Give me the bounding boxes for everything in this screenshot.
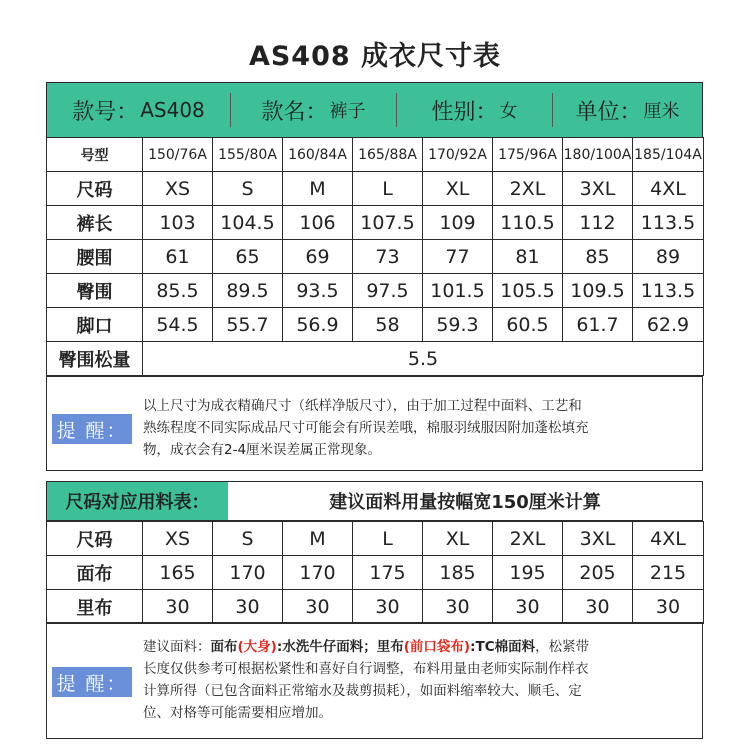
- table-cell: 170: [213, 556, 283, 590]
- unit-label: 单位：: [575, 99, 642, 125]
- gender: [397, 83, 552, 137]
- tip1-line3: 物，成衣会有2-4厘米误差属正常现象。: [143, 442, 382, 458]
- tip1-line2: 熟练程度不同实际成品尺寸可能会有所误差哦，棉服羽绒服因附加蓬松填充: [143, 420, 589, 436]
- fabric-table: [46, 521, 704, 624]
- table-cell: L: [353, 522, 423, 556]
- table-cell: 155/80A: [213, 138, 283, 172]
- table-cell: 30: [283, 590, 353, 624]
- table-cell: 89: [633, 240, 704, 274]
- table-cell: 89.5: [213, 274, 283, 308]
- table-cell: 106: [283, 206, 353, 240]
- ease-value: 5.5: [143, 342, 704, 376]
- table-cell: S: [213, 522, 283, 556]
- tip2-seg: ，松紧带: [535, 639, 590, 655]
- name-label: 款名：: [261, 99, 328, 125]
- table-cell: 85: [563, 240, 633, 274]
- table-cell: 113.5: [633, 274, 704, 308]
- table-cell: 101.5: [423, 274, 493, 308]
- table-cell: 185: [423, 556, 493, 590]
- table-cell: 30: [213, 590, 283, 624]
- table-cell: 195: [493, 556, 563, 590]
- table-cell: 69: [283, 240, 353, 274]
- table-cell: 4XL: [633, 522, 704, 556]
- table-cell: 2XL: [493, 172, 563, 206]
- unit: [553, 83, 702, 137]
- table-cell: 30: [423, 590, 493, 624]
- tip2-line3: 计算所得（已包含面料正常缩水及裁剪损耗），如面料缩率较大、顺毛、定: [143, 683, 582, 699]
- table-row: [47, 308, 704, 342]
- table-row: [47, 206, 704, 240]
- table-cell: XS: [143, 522, 213, 556]
- table-cell: 109: [423, 206, 493, 240]
- info-bar: [46, 82, 703, 138]
- table-cell: 104.5: [213, 206, 283, 240]
- row-label: 臀围: [47, 274, 143, 308]
- table-cell: 215: [633, 556, 704, 590]
- table-cell: 61: [143, 240, 213, 274]
- table-cell: 59.3: [423, 308, 493, 342]
- table-cell: 97.5: [353, 274, 423, 308]
- table-cell: S: [213, 172, 283, 206]
- style-value: AS408: [140, 98, 205, 122]
- row-label: 腰围: [47, 240, 143, 274]
- table-cell: 93.5: [283, 274, 353, 308]
- table-cell: L: [353, 172, 423, 206]
- tip2-seg: (前口袋布): [403, 639, 471, 655]
- table-row: [47, 590, 704, 624]
- table-cell: 30: [563, 590, 633, 624]
- table-cell: 205: [563, 556, 633, 590]
- table-cell: 105.5: [493, 274, 563, 308]
- table-cell: 3XL: [563, 522, 633, 556]
- table-cell: M: [283, 172, 353, 206]
- table-row: [47, 522, 704, 556]
- table-cell: 175/96A: [493, 138, 563, 172]
- table-row: [47, 556, 704, 590]
- table-cell: 30: [143, 590, 213, 624]
- table-cell: 107.5: [353, 206, 423, 240]
- tip2-line2: 长度仅供参考可根据松紧性和喜好自行调整，布料用量由老师实际制作样衣: [143, 661, 589, 677]
- ease-label: 臀围松量: [47, 342, 143, 376]
- tip1-label: 提 醒：: [52, 414, 132, 444]
- page-title: AS408 成衣尺寸表: [248, 41, 502, 72]
- table-cell: 30: [633, 590, 704, 624]
- table-row: [47, 172, 704, 206]
- tip1-line1: 以上尺寸为成衣精确尺寸（纸样净版尺寸），由于加工过程中面料、工艺和: [143, 398, 582, 414]
- table-cell: 85.5: [143, 274, 213, 308]
- tip2-label: 提 醒：: [52, 667, 132, 697]
- style-no: [47, 83, 230, 137]
- table-cell: 112: [563, 206, 633, 240]
- table-cell: 165/88A: [353, 138, 423, 172]
- table-cell: 62.9: [633, 308, 704, 342]
- row-label: 面布: [47, 556, 143, 590]
- size-table: [46, 137, 704, 376]
- table-cell: XL: [423, 522, 493, 556]
- style-label: 款号：: [72, 99, 139, 125]
- table-cell: 77: [423, 240, 493, 274]
- table-cell: 180/100A: [563, 138, 633, 172]
- gender-value: 女: [499, 101, 518, 122]
- tip2-seg: 面布: [210, 639, 238, 655]
- table-cell: 170/92A: [423, 138, 493, 172]
- tip2-seg: :TC棉面料: [470, 639, 536, 655]
- table-cell: 2XL: [493, 522, 563, 556]
- table-cell: 170: [283, 556, 353, 590]
- fabric-title: 尺码对应用料表：: [47, 482, 228, 520]
- row-label: 脚口: [47, 308, 143, 342]
- tip1-text: [143, 395, 589, 461]
- table-cell: 55.7: [213, 308, 283, 342]
- row-label: 尺码: [47, 522, 143, 556]
- table-cell: 103: [143, 206, 213, 240]
- table-cell: 30: [353, 590, 423, 624]
- table-cell: XS: [143, 172, 213, 206]
- tip2-text: [143, 636, 589, 724]
- tip2-seg: :水洗牛仔面料；里布: [276, 639, 404, 655]
- table-cell: M: [283, 522, 353, 556]
- name-value: 裤子: [329, 101, 366, 122]
- tip2-line1: [143, 636, 589, 658]
- table-cell: 110.5: [493, 206, 563, 240]
- row-label: 里布: [47, 590, 143, 624]
- style-name: [231, 83, 396, 137]
- table-cell: 4XL: [633, 172, 704, 206]
- table-cell: 65: [213, 240, 283, 274]
- fabric-header: [46, 481, 703, 521]
- table-cell: 165: [143, 556, 213, 590]
- table-cell: 109.5: [563, 274, 633, 308]
- tip2-seg: 建议面料：: [143, 639, 211, 655]
- table-cell: 54.5: [143, 308, 213, 342]
- table-cell: 113.5: [633, 206, 704, 240]
- table-cell: 56.9: [283, 308, 353, 342]
- table-cell: 61.7: [563, 308, 633, 342]
- table-cell: XL: [423, 172, 493, 206]
- table-row: [47, 274, 704, 308]
- table-cell: 58: [353, 308, 423, 342]
- tip2-seg: (大身): [237, 639, 277, 655]
- row-label: 号型: [47, 138, 143, 172]
- table-cell: 185/104A: [633, 138, 704, 172]
- table-cell: 30: [493, 590, 563, 624]
- table-cell: 60.5: [493, 308, 563, 342]
- table-cell: 3XL: [563, 172, 633, 206]
- row-label: 尺码: [47, 172, 143, 206]
- table-cell: 150/76A: [143, 138, 213, 172]
- tip2-line4: 位、对格等可能需要相应增加。: [143, 705, 332, 721]
- table-row: [47, 138, 704, 172]
- gender-label: 性别：: [431, 99, 498, 125]
- table-cell: 81: [493, 240, 563, 274]
- table-cell: 175: [353, 556, 423, 590]
- table-cell: 160/84A: [283, 138, 353, 172]
- table-cell: 73: [353, 240, 423, 274]
- unit-value: 厘米: [643, 101, 680, 122]
- row-label: 裤长: [47, 206, 143, 240]
- table-row: [47, 240, 704, 274]
- fabric-subtitle: 建议面料用量按幅宽150厘米计算: [329, 492, 601, 513]
